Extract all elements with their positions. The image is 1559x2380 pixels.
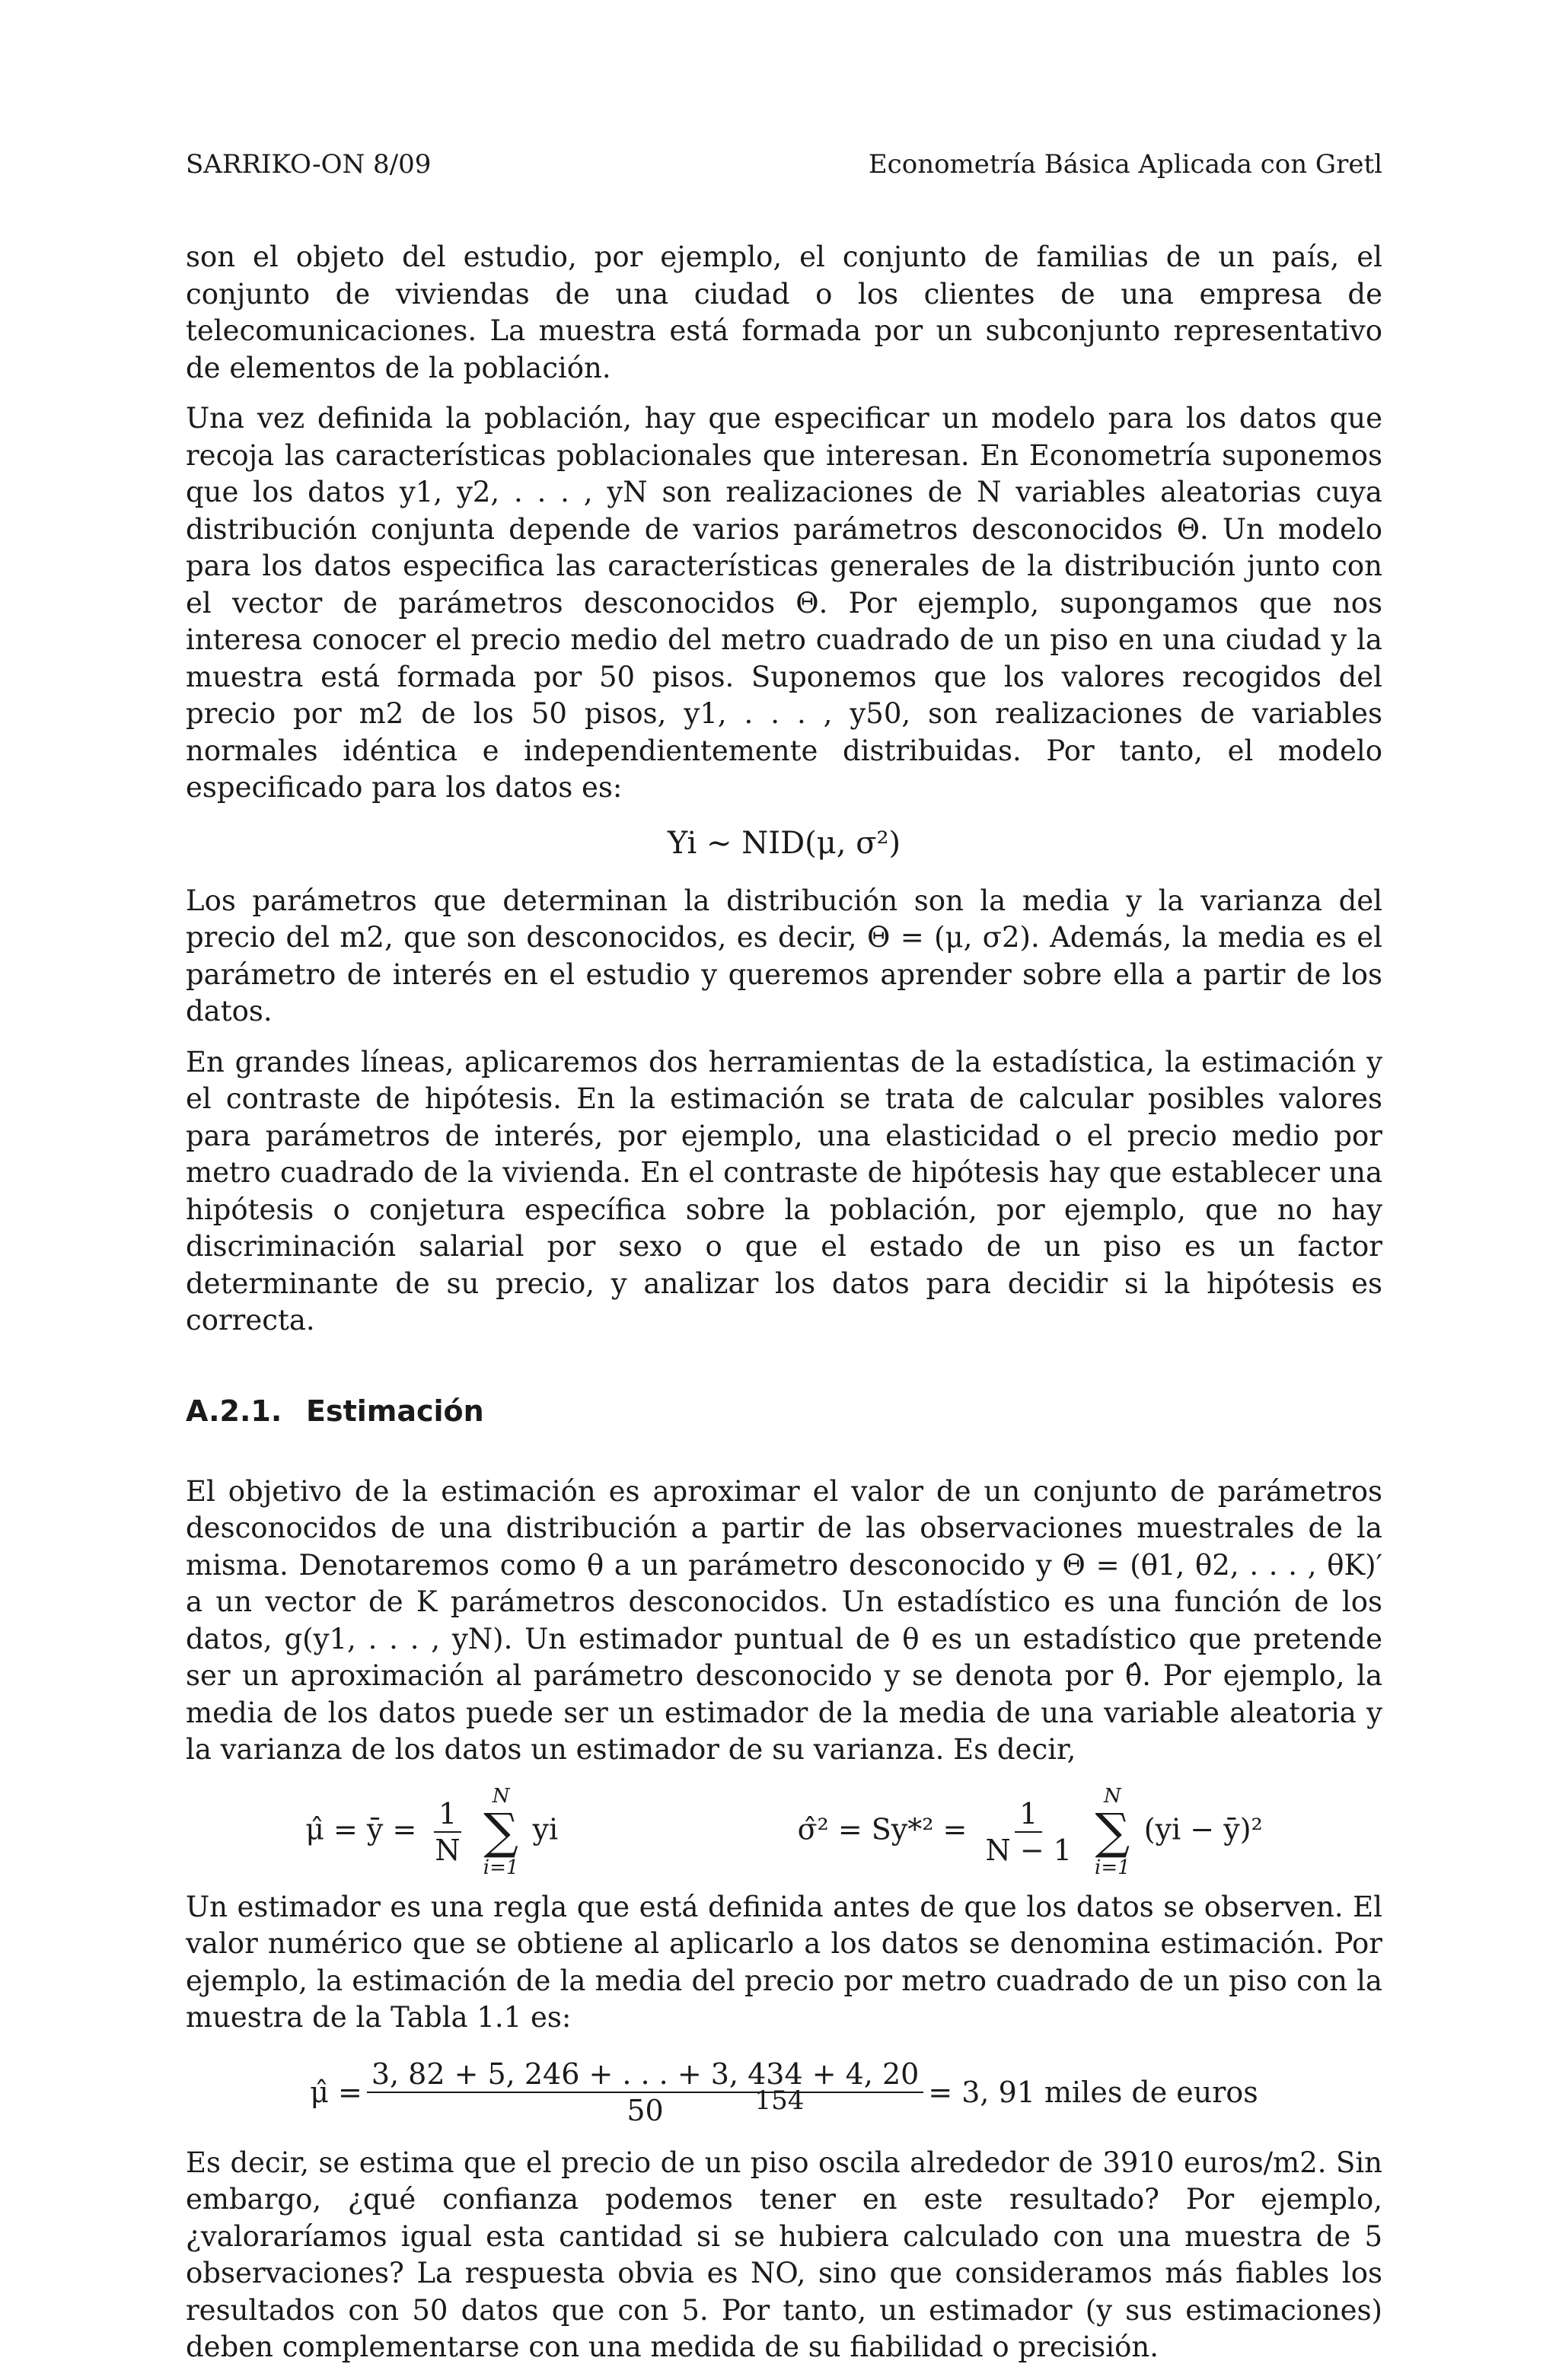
paragraph-5: El objetivo de la estimación es aproximar el valor de un conjunto de parámetros desconocidos de una distribución a partir de las observaciones muestrales de la misma. Denotaremos como θ a un parámetro desconocido y Θ = (θ1, θ2, . . . , θK)′ a un vector de K parámetros desconocidos. Un estadístico es una función de los datos, g(y1, . . . , yN). Un estimador puntual de θ es un estadístico que pretende ser un aproximación al parámetro desconocido y se denota por θ̂. Por ejemplo, la media de los datos puede ser un estimador de la media de una variable aleatoria y la varianza de los datos un estimador de su varianza. Es decir, xyxy=(186,1474,1382,1766)
eq-mean-rhs: yi xyxy=(532,1812,559,1846)
section-heading xyxy=(186,1393,1382,1429)
page-body xyxy=(186,239,1382,2380)
equation-estimators xyxy=(186,1783,1382,1881)
paragraph-7: Es decir, se estima que el precio de un piso oscila alrededor de 3910 euros/m2. Sin embargo, ¿qué confianza podemos tener en este resultado? Por ejemplo, ¿valoraríamos igual esta cantidad si se hubiera calculado con una muestra de 5 observaciones? La respuesta obvia es NO, sino que consideramos más fiables los resultados con 50 datos que con 5. Por tanto, un estimador (y sus estimaciones) deben complementarse con una medida de su fiabilidad o precisión. xyxy=(186,2146,1382,2363)
eq-mean-denominator: N xyxy=(435,1833,461,1867)
eq3-numerator: 3, 82 + 5, 246 + . . . + 3, 434 + 4, 20 xyxy=(367,2057,924,2093)
eq-var-lhs: σ̂² = Sy*² = xyxy=(797,1812,968,1846)
sum-upper-limit: N xyxy=(492,1784,510,1808)
equation-mean xyxy=(305,1785,558,1879)
eq-var-denominator: N − 1 xyxy=(985,1833,1072,1867)
paragraph-4: En grandes líneas, aplicaremos dos herramientas de la estadística, la estimación y el contraste de hipótesis. En la estimación se trata de calcular posibles valores para parámetros de interés, por ejemplo, una elasticidad o el precio medio por metro cuadrado de la vivienda. En el contraste de hipótesis hay que establecer una hipótesis o conjetura específica sobre la población, por ejemplo, que no hay discriminación salarial por sexo o que el estado de un piso es un factor determinante de su precio, y analizar los datos para decidir si la hipótesis es correcta. xyxy=(186,1045,1382,1337)
page-number: 154 xyxy=(754,2085,805,2116)
paragraph-3: Los parámetros que determinan la distribución son la media y la varianza del precio del m2, que son desconocidos, es decir, Θ = (μ, σ2). Además, la media es el parámetro de interés en el estudio y queremos aprender sobre ella a partir de los datos. xyxy=(186,884,1382,1028)
eq-var-rhs: (yi − ȳ)² xyxy=(1143,1812,1263,1846)
paragraph-6: Un estimador es una regla que está definida antes de que los datos se observen. El valor numérico que se obtiene al aplicarlo a los datos se denomina estimación. Por ejemplo, la estimación de la media del precio por metro cuadrado de un piso con la muestra de la Tabla 1.1 es: xyxy=(186,1890,1382,2034)
paragraph-2: Una vez definida la población, hay que especificar un modelo para los datos que recoja las características poblacionales que interesan. En Econometría suponemos que los datos y1, y2, . . . , yN son realizaciones de N variables aleatorias cuya distribución conjunta depende de varios parámetros desconocidos Θ. Un modelo para los datos especifica las características generales de la distribución junto con el vector de parámetros desconocidos Θ. Por ejemplo, supongamos que nos interesa conocer el precio medio del metro cuadrado de un piso en una ciudad y la muestra está formada por 50 pisos. Suponemos que los valores recogidos del precio por m2 de los 50 pisos, y1, . . . , y50, son realizaciones de variables normales idéntica e independientemente distribuidas. Por tanto, el modelo especificado para los datos es: xyxy=(186,402,1382,804)
eq3-denominator: 50 xyxy=(626,2093,664,2127)
eq-mean-lhs: μ̂ = ȳ = xyxy=(305,1812,417,1846)
paragraph-1: son el objeto del estudio, por ejemplo, el conjunto de familias de un país, el conjunto de viviendas de una ciudad o los clientes de una empresa de telecomunicaciones. La muestra está formada por un subconjunto representativo de elementos de la población. xyxy=(186,241,1382,384)
eq-mean-sum xyxy=(483,1785,519,1879)
eq-var-sum xyxy=(1095,1785,1130,1879)
sigma-symbol: ∑ xyxy=(483,1803,518,1860)
eq-mean-numerator: 1 xyxy=(434,1796,461,1833)
section-title: Estimación xyxy=(306,1394,484,1428)
sigma-symbol: ∑ xyxy=(1095,1803,1130,1860)
sum-lower-limit: i=1 xyxy=(483,1856,519,1879)
equation-variance xyxy=(798,1785,1263,1879)
section-number: A.2.1. xyxy=(186,1394,282,1428)
eq-var-numerator: 1 xyxy=(1015,1796,1042,1833)
sum-upper-limit: N xyxy=(1103,1784,1121,1808)
running-header-left: SARRIKO-ON 8/09 xyxy=(186,149,432,180)
eq-var-fraction xyxy=(981,1796,1076,1868)
eq-mean-fraction xyxy=(430,1796,464,1868)
sum-lower-limit: i=1 xyxy=(1095,1856,1130,1879)
equation-model: Yi ∼ NID(μ, σ²) xyxy=(667,825,901,861)
running-header-right: Econometría Básica Aplicada con Gretl xyxy=(868,149,1382,180)
eq3-lhs: μ̂ = xyxy=(310,2075,362,2109)
eq3-rhs: = 3, 91 miles de euros xyxy=(928,2075,1258,2109)
